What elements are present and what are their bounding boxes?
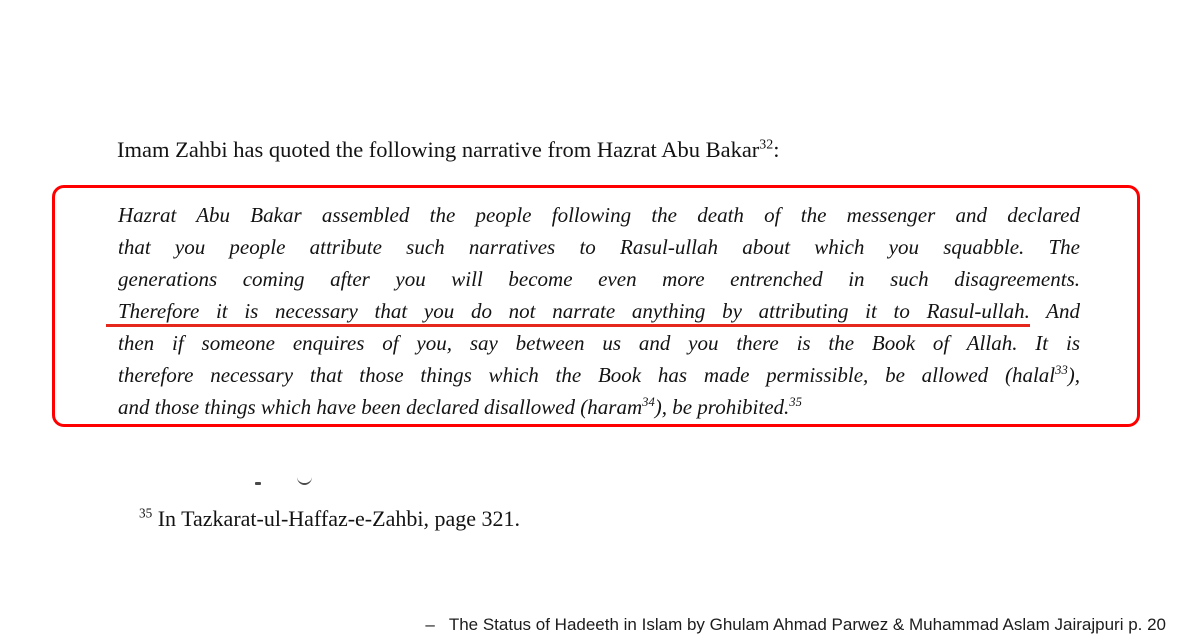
superscript-ref: 35 [789, 395, 802, 409]
quote-line [118, 359, 1080, 391]
quote-text: that you people attribute such narratives to Rasul-ullah about which you squabble. The [118, 235, 1080, 259]
quote-lines [118, 199, 1080, 423]
quote-line [118, 327, 1080, 359]
quote-line [118, 231, 1080, 263]
quote-text: Hazrat Abu Bakar assembled the people following the death of the messenger and declared [118, 203, 1080, 227]
heading-text: Imam Zahbi has quoted the following narrative from Hazrat Abu Bakar [117, 137, 760, 162]
source-caption [406, 592, 1166, 642]
caption-text: The Status of Hadeeth in Islam by Ghulam Ahmad Parwez & Muhammad Aslam Jairajpuri p. 20 [448, 615, 1166, 634]
footnote-ref: 35 [139, 505, 153, 521]
quote-text: ), [1067, 363, 1080, 387]
quote-line [118, 391, 1080, 423]
underlined-sentence: Therefore it is necessary that you do not narrate anything by attributing it to Rasul-ullah. [106, 299, 1030, 327]
quote-text: and those things which have been declared disallowed (haram [118, 395, 643, 419]
superscript-ref: 34 [642, 395, 655, 409]
quote-text: generations coming after you will become even more entrenched in such disagreements. [118, 267, 1080, 291]
quote-text: And [1029, 299, 1080, 323]
heading-suffix: : [773, 137, 780, 162]
quote-line [118, 263, 1080, 295]
heading [117, 136, 780, 164]
heading-footnote-ref: 32 [759, 137, 774, 153]
footnote [117, 477, 520, 561]
footnote-text: In Tazkarat-ul-Haffaz-e-Zahbi, page 321. [152, 506, 520, 531]
quote-text: therefore necessary that those things which the Book has made permissible, be allowed (halal [118, 363, 1056, 387]
red-annotation-box [52, 185, 1140, 427]
caption-dash: – [425, 615, 435, 634]
quote-line [118, 295, 1080, 327]
superscript-ref: 33 [1055, 363, 1068, 377]
quote-text: ), be prohibited. [654, 395, 790, 419]
quote-line [118, 199, 1080, 231]
quote-text: then if someone enquires of you, say between us and you there is the Book of Allah. It is [118, 331, 1080, 355]
